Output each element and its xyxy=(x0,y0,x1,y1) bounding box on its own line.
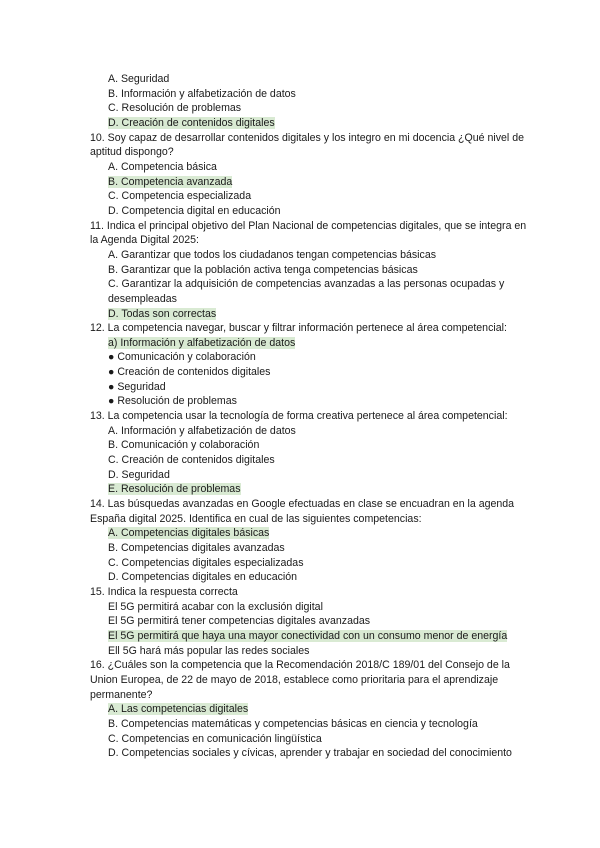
answer-option xyxy=(90,526,530,541)
option-text: A. Garantizar que todos los ciudadanos tengan competencias básicas xyxy=(108,248,437,261)
answer-option xyxy=(90,424,530,439)
question-block xyxy=(90,658,530,761)
answer-option xyxy=(90,365,530,380)
answer-option xyxy=(90,468,530,483)
option-text: A. Competencia básica xyxy=(108,160,217,173)
option-text: C. Competencias digitales especializadas xyxy=(108,556,304,569)
question-text: 11. Indica el principal objetivo del Plan Nacional de competencias digitales, que se integra en la Agenda Digital 2025: xyxy=(90,219,527,247)
option-text: D. Competencias digitales en educación xyxy=(108,571,298,584)
answer-option xyxy=(90,307,530,322)
option-text: El 5G permitirá tener competencias digitales avanzadas xyxy=(108,615,371,628)
answer-option xyxy=(90,629,530,644)
quiz-content xyxy=(90,72,530,761)
answer-option xyxy=(90,160,530,175)
option-text: Ell 5G hará más popular las redes sociales xyxy=(108,644,310,657)
answer-option xyxy=(90,732,530,747)
question-stem xyxy=(90,131,530,160)
correct-answer-highlight: E. Resolución de problemas xyxy=(108,483,241,496)
answer-option xyxy=(90,482,530,497)
option-text: B. Competencias digitales avanzadas xyxy=(108,542,285,554)
option-text: C. Competencias en comunicación lingüística xyxy=(108,732,322,745)
answer-option xyxy=(90,394,530,409)
question-text: 15. Indica la respuesta correcta xyxy=(90,585,238,598)
answer-option xyxy=(90,189,530,204)
option-text: A. Seguridad xyxy=(108,73,170,85)
question-text: 14. Las búsquedas avanzadas en Google efectuadas en clase se encuadran en la agenda España digital 2025. Identifica en cual de las siguientes competencias: xyxy=(90,498,515,525)
answer-option xyxy=(90,600,530,615)
answer-option xyxy=(90,72,530,87)
option-text: El 5G permitirá acabar con la exclusión digital xyxy=(108,600,323,613)
question-block xyxy=(90,219,530,322)
answer-option xyxy=(90,380,530,395)
correct-answer-highlight: El 5G permitirá que haya una mayor conectividad con un consumo menor de energía xyxy=(108,629,508,642)
correct-answer-highlight: a) Información y alfabetización de datos xyxy=(108,336,296,349)
answer-option xyxy=(90,175,530,190)
answer-option xyxy=(90,438,530,453)
question-text: 13. La competencia usar la tecnología de forma creativa pertenece al área competencial: xyxy=(90,410,508,423)
question-stem xyxy=(90,409,530,424)
answer-option xyxy=(90,614,530,629)
answer-option xyxy=(90,570,530,585)
question-block xyxy=(90,321,530,409)
question-stem xyxy=(90,585,530,600)
question-text: 16. ¿Cuáles son la competencia que la Recomendación 2018/C 189/01 del Consejo de la Union Europea, de 22 de mayo de 2018, establece como prioritaria para el aprendizaje permanente? xyxy=(90,659,510,701)
answer-option xyxy=(90,277,530,306)
answer-option xyxy=(90,101,530,116)
option-text: B. Competencias matemáticas y competencias básicas en ciencia y tecnología xyxy=(108,717,478,730)
option-text: A. Información y alfabetización de datos xyxy=(108,424,296,437)
answer-option xyxy=(90,702,530,717)
option-text: C. Resolución de problemas xyxy=(108,102,242,115)
question-block xyxy=(90,585,530,658)
option-text: B. Garantizar que la población activa tenga competencias básicas xyxy=(108,263,418,276)
answer-option xyxy=(90,116,530,131)
question-block xyxy=(90,497,530,585)
answer-option xyxy=(90,204,530,219)
question-stem xyxy=(90,497,530,526)
answer-option xyxy=(90,248,530,263)
question-block xyxy=(90,131,530,219)
correct-answer-highlight: B. Competencia avanzada xyxy=(108,175,233,188)
question-text: 10. Soy capaz de desarrollar contenidos digitales y los integro en mi docencia ¿Qué nivel de aptitud dispongo? xyxy=(90,131,525,159)
answer-option xyxy=(90,350,530,365)
option-text: D. Competencia digital en educación xyxy=(108,204,281,217)
answer-option xyxy=(90,263,530,278)
question-text: 12. La competencia navegar, buscar y filtrar información pertenece al área competencial: xyxy=(90,322,507,335)
option-text: D. Competencias sociales y cívicas, aprender y trabajar en sociedad del conocimiento xyxy=(108,747,512,760)
option-text: ● Creación de contenidos digitales xyxy=(108,366,271,379)
question-stem xyxy=(90,321,530,336)
answer-option xyxy=(90,87,530,102)
option-text: C. Creación de contenidos digitales xyxy=(108,454,275,467)
answer-option xyxy=(90,541,530,556)
answer-option xyxy=(90,453,530,468)
correct-answer-highlight: D. Todas son correctas xyxy=(108,307,217,320)
correct-answer-highlight: A. Competencias digitales básicas xyxy=(108,527,270,540)
question-stem xyxy=(90,219,530,248)
answer-option xyxy=(90,336,530,351)
answer-option xyxy=(90,717,530,732)
option-text: D. Seguridad xyxy=(108,468,170,481)
answer-option xyxy=(90,644,530,659)
correct-answer-highlight: A. Las competencias digitales xyxy=(108,703,249,716)
option-text: B. Información y alfabetización de datos xyxy=(108,87,296,100)
option-text: ● Resolución de problemas xyxy=(108,395,237,408)
option-text: ● Comunicación y colaboración xyxy=(108,351,256,364)
option-text: ● Seguridad xyxy=(108,380,166,393)
correct-answer-highlight: D. Creación de contenidos digitales xyxy=(108,116,275,129)
question-block xyxy=(90,409,530,497)
option-text: B. Comunicación y colaboración xyxy=(108,439,260,452)
question-stem xyxy=(90,658,530,702)
option-text: C. Competencia especializada xyxy=(108,190,252,203)
answer-option xyxy=(90,746,530,761)
option-text: C. Garantizar la adquisición de competencias avanzadas a las personas ocupadas y desempleadas xyxy=(108,278,505,305)
answer-option xyxy=(90,556,530,571)
